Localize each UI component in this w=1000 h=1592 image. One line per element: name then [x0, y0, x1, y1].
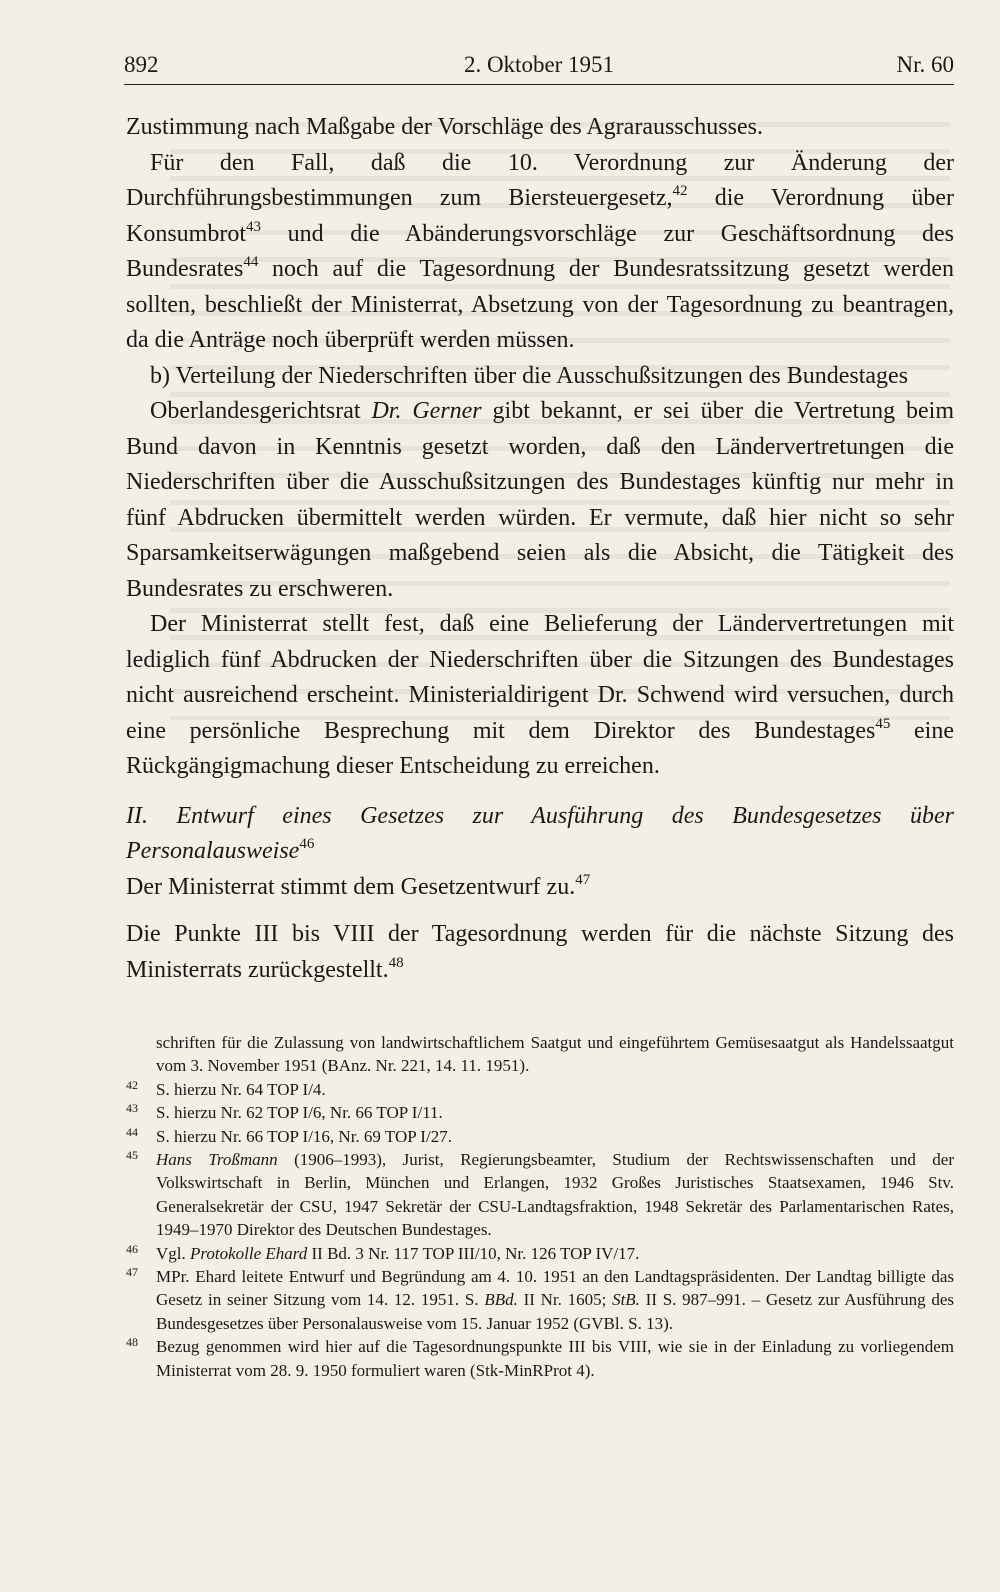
footnote-43: 43 S. hierzu Nr. 62 TOP I/6, Nr. 66 TOP I/11. — [126, 1101, 954, 1124]
footnote-number: 45 — [126, 1148, 138, 1163]
footnote-number: 47 — [126, 1265, 138, 1280]
running-header — [124, 48, 954, 82]
footnote-number: 46 — [126, 1241, 138, 1256]
paragraph-tagesordnung: Für den Fall, daß die 10. Verordnung zur Änderung der Durchführungsbestimmungen zum Biersteuergesetz,$^{42}$ die Verordnung über Konsumbrot$^{43}$ und die Abänderungsvorschläge zur Geschäftsordnung des Bundesrates$^{44}$ noch auf die Tagesordnung der Bundesratssitzung gesetzt werden sollten, beschließt der Ministerrat, Absetzung von der Tagesordnung zu beantragen, da die Anträge noch überprüft werden müssen. — [126, 149, 955, 353]
footnote-continuation: schriften für die Zulassung von landwirtschaftlichem Saatgut und eingeführtem Gemüsesaatgut als Handelssaatgut vom 3. November 1951 (BAnz. Nr. 221, 14. 11. 1951). — [156, 1033, 954, 1076]
page-number: 892 — [124, 52, 159, 77]
footnote-46: 46 Vgl. Protokolle Ehard II Bd. 3 Nr. 117 TOP III/10, Nr. 126 TOP IV/17. — [126, 1242, 954, 1265]
header-rule — [124, 84, 954, 85]
footnote-number: 48 — [126, 1335, 138, 1350]
footnote-ref-46[interactable]: 46 — [299, 836, 315, 852]
paragraph-gerner: Oberlandesgerichtsrat Dr. Gerner gibt bekannt, er sei über die Vertretung beim Bund davon in Kenntnis gesetzt worden, daß den Ländervertretungen die Niederschriften über die Ausschußsitzungen des Bundestages künftig nur mehr in fünf Abdrucken übermittelt werden würden. Er vermute, daß hier nicht so sehr Sparsamkeitserwägungen maßgebend seien als die Absicht, die Tätigkeit des Bundesrates zu erschweren. — [126, 398, 955, 602]
header-document-number: Nr. 60 — [896, 52, 954, 77]
footnote-ref-48[interactable]: 48 — [388, 954, 404, 971]
header-date: 2. Oktober 1951 — [463, 52, 615, 77]
footnote-number: 43 — [126, 1101, 138, 1116]
footnote-ref-47[interactable]: 47 — [575, 871, 591, 888]
paragraph-agrar: Zustimmung nach Maßgabe der Vorschläge des Agrarausschusses. — [126, 114, 763, 140]
paragraph-ministerrat-feststellung: Der Ministerrat stellt fest, daß eine Belieferung der Ländervertretungen mit lediglich fünf Abdrucken der Niederschriften über die Sitzungen des Bundestages nicht ausreichend erscheint. Ministerialdirigent Dr. Schwend wird versuchen, durch eine persönliche Besprechung mit dem Direktor des Bundestages$^{45}$ eine Rückgängigmachung dieser Entscheidung zu erreichen. — [126, 611, 954, 779]
subsection-heading-b: b) Verteilung der Niederschriften über die Ausschußsitzungen des Bundestages — [150, 362, 909, 389]
footnote-44: 44 S. hierzu Nr. 66 TOP I/16, Nr. 69 TOP I/27. — [126, 1125, 954, 1148]
main-text — [126, 110, 954, 988]
footnote-ref-45[interactable]: 45 — [875, 715, 891, 732]
footnote-number: 44 — [126, 1124, 138, 1139]
footnote-ref-44[interactable]: 44 — [243, 254, 259, 270]
footnote-number: 42 — [126, 1077, 138, 1092]
section-heading-ii: II. Entwurf eines Gesetzes zur Ausführung des Bundesgesetzes über Personalausweise$^{46}$ — [126, 802, 954, 864]
footnote-45: 45 Hans Troßmann (1906–1993), Jurist, Regierungsbeamter, Studium der Rechtswissenschaften und der Volkswirtschaft in Berlin, München und Erlangen, 1932 Großes Juristisches Staatsexamen, 1946 Stv. Generalsekretär der CSU, 1947 Sekretär der CSU-Landtagsfraktion, 1948 Sekretär des Parlamentarischen Rates, 1949–1970 Direktor des Deutschen Bundestages. — [126, 1148, 954, 1242]
paragraph-zurueckgestellt: Die Punkte III bis VIII der Tagesordnung werden für die nächste Sitzung des Ministerrats zurückgestellt.$^{48}$ — [126, 921, 954, 983]
paragraph-gesetzentwurf: Der Ministerrat stimmt dem Gesetzentwurf zu.$^{47}$ — [126, 871, 591, 900]
person-name: Dr. Gerner — [371, 398, 482, 424]
footnotes — [126, 1031, 954, 1382]
footnote-48: 48 Bezug genommen wird hier auf die Tagesordnungspunkte III bis VIII, wie sie in der Einladung zu vorliegendem Ministerrat vom 28. 9. 1950 formuliert waren (Stk-MinRProt 4). — [126, 1335, 954, 1382]
footnote-ref-43[interactable]: 43 — [246, 218, 261, 235]
footnote-ref-42[interactable]: 42 — [672, 183, 688, 199]
footnote-47: 47 MPr. Ehard leitete Entwurf und Begründung am 4. 10. 1951 an den Landtagspräsidenten. Der Landtag billigte das Gesetz in seiner Sitzung vom 14. 12. 1951. S. BBd. II Nr. 1605; StB. II S. 987–991. – Gesetz zur Ausführung des Bundesgesetzes über Personalausweise vom 15. Januar 1952 (GVBl. S. 13). — [126, 1265, 954, 1335]
footnote-42: 42 S. hierzu Nr. 64 TOP I/4. — [126, 1078, 954, 1101]
